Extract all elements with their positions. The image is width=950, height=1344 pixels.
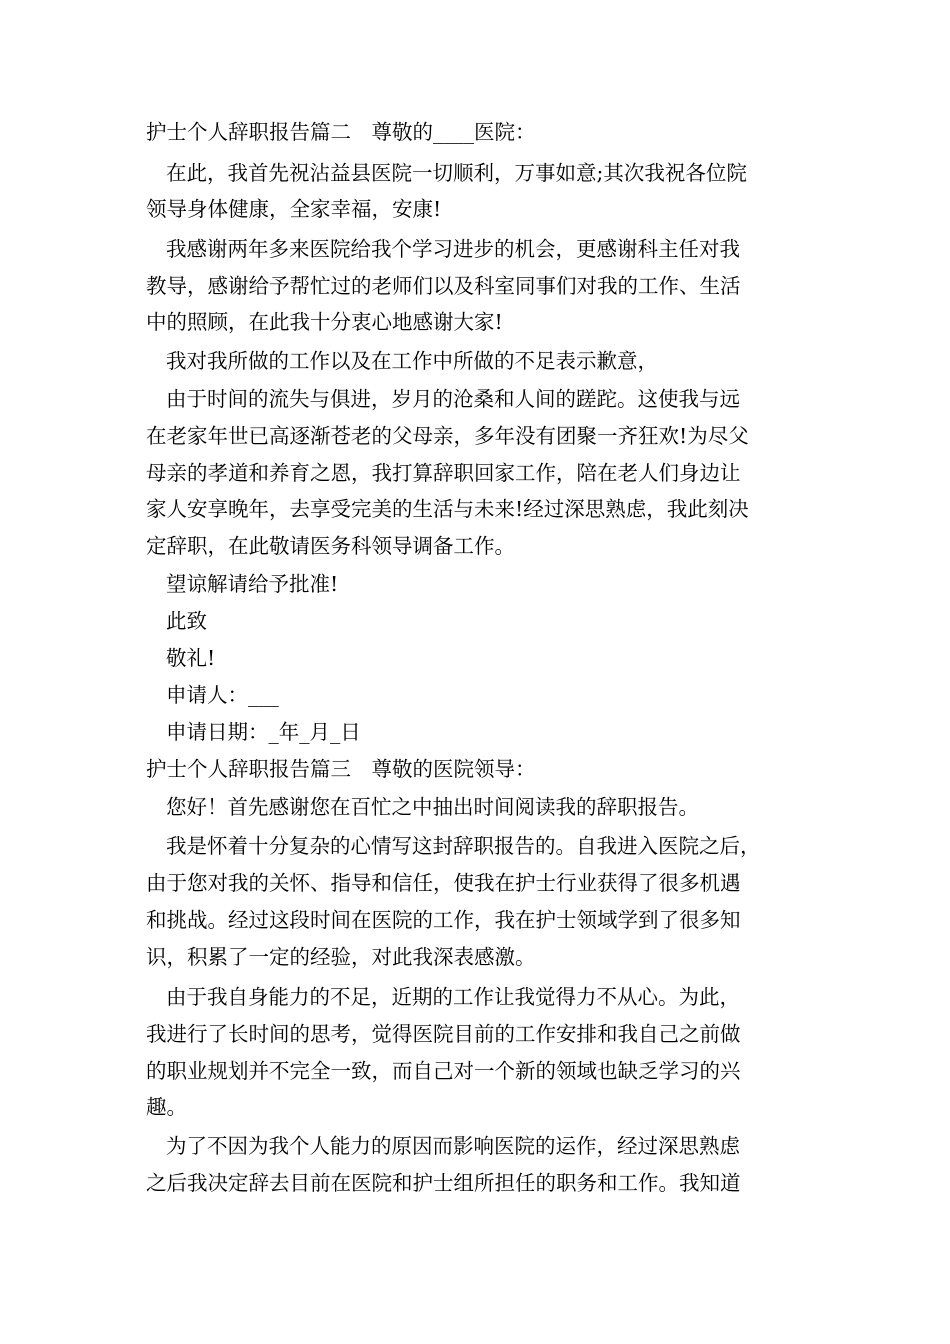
paragraph-line: 定辞职，在此敬请医务科领导调备工作。	[146, 534, 515, 558]
paragraph-line: 我对我所做的工作以及在工作中所做的不足表示歉意，	[166, 349, 658, 373]
paragraph-line: 中的照顾，在此我十分衷心地感谢大家!	[146, 310, 503, 334]
paragraph-line: 母亲的孝道和养育之恩，我打算辞职回家工作，陪在老人们身边让	[146, 461, 741, 485]
closing-line: 敬礼!	[166, 646, 216, 670]
paragraph-line: 您好！首先感谢您在百忙之中抽出时间阅读我的辞职报告。	[166, 795, 699, 819]
paragraph-line: 望谅解请给予批准!	[166, 572, 339, 596]
date-line: 申请日期：_年_月_日	[166, 720, 361, 744]
paragraph-line: 领导身体健康，全家幸福，安康!	[146, 197, 442, 221]
paragraph-line: 在老家年世已高逐渐苍老的父母亲，多年没有团聚一齐狂欢!为尽父	[146, 424, 749, 448]
paragraph-line: 之后我决定辞去目前在医院和护士组所担任的职务和工作。我知道	[146, 1171, 741, 1195]
paragraph-line: 识，积累了一定的经验，对此我深表感激。	[146, 945, 536, 969]
paragraph-line: 在此，我首先祝沾益县医院一切顺利，万事如意;其次我祝各位院	[166, 161, 747, 185]
paragraph-line: 和挑战。经过这段时间在医院的工作，我在护士领域学到了很多知	[146, 908, 741, 932]
paragraph-line: 的职业规划并不完全一致，而自己对一个新的领域也缺乏学习的兴	[146, 1059, 741, 1083]
paragraph-line: 由于您对我的关怀、指导和信任，使我在护士行业获得了很多机遇	[146, 871, 741, 895]
paragraph-line: 由于时间的流失与俱进，岁月的沧桑和人间的蹉跎。这使我与远	[166, 387, 740, 411]
paragraph-line: 为了不因为我个人能力的原因而影响医院的运作，经过深思熟虑	[166, 1134, 740, 1158]
paragraph-line: 我感谢两年多来医院给我个学习进步的机会，更感谢科主任对我	[166, 237, 740, 261]
paragraph-line: 教导，感谢给予帮忙过的老师们以及科室同事们对我的工作、生活	[146, 274, 741, 298]
paragraph-line: 我进行了长时间的思考，觉得医院目前的工作安排和我自己之前做	[146, 1022, 741, 1046]
applicant-line: 申请人：___	[166, 683, 279, 707]
section-heading-3: 护士个人辞职报告篇三 尊敬的医院领导：	[146, 757, 536, 781]
paragraph-line: 我是怀着十分复杂的心情写这封辞职报告的。自我进入医院之后，	[166, 834, 761, 858]
closing-line: 此致	[166, 609, 207, 633]
paragraph-line: 由于我自身能力的不足，近期的工作让我觉得力不从心。为此，	[166, 985, 740, 1009]
paragraph-line: 家人安享晚年，去享受完美的生活与未来!经过深思熟虑，我此刻决	[146, 497, 749, 521]
paragraph-line: 趣。	[146, 1095, 187, 1119]
section-heading-2: 护士个人辞职报告篇二 尊敬的____医院：	[146, 120, 536, 144]
